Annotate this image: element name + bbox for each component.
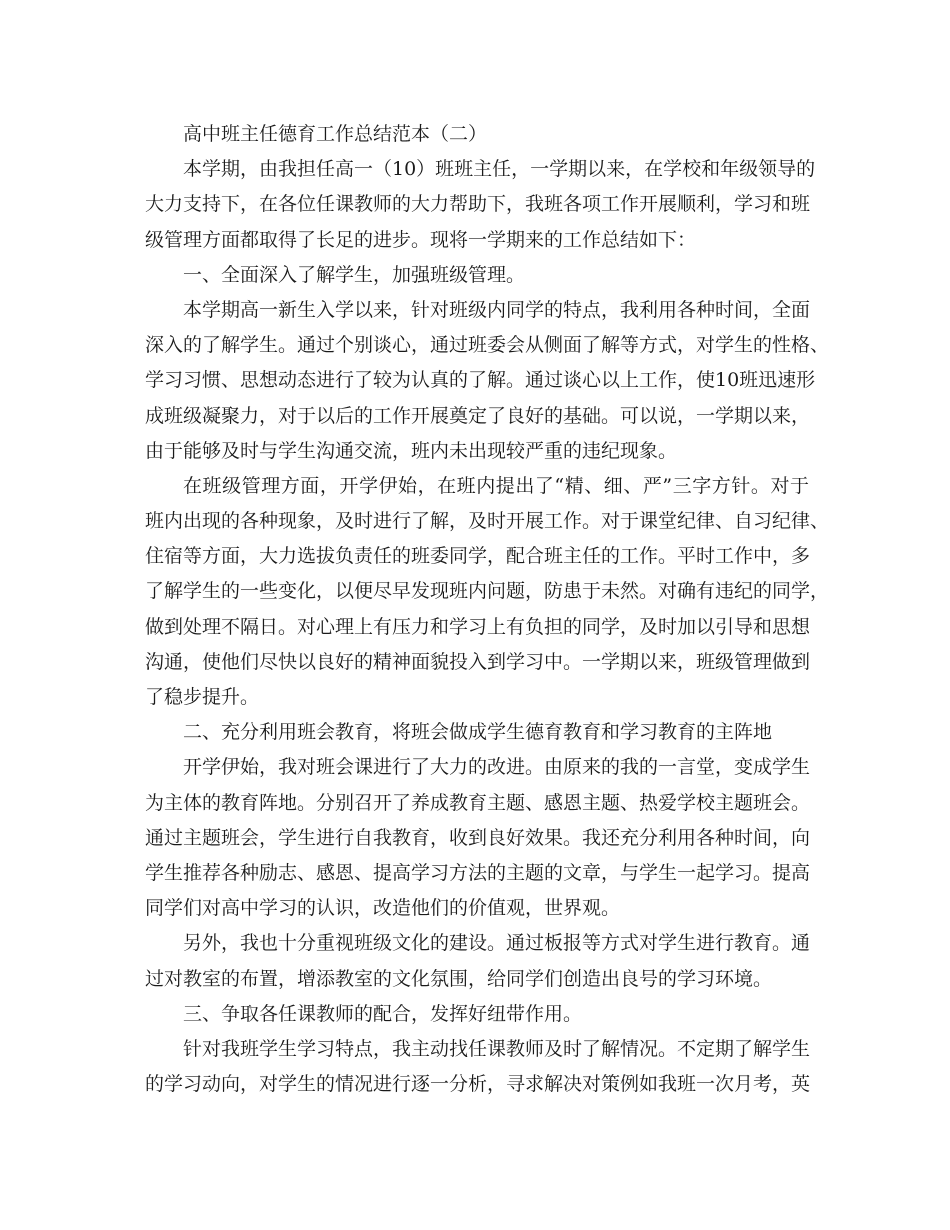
text-line: 为主体的教育阵地。分别召开了养成教育主题、感恩主题、热爱学校主题班会。 <box>145 791 811 814</box>
text-line: 一、全面深入了解学生，加强班级管理。 <box>183 263 526 286</box>
document-body <box>145 117 830 1102</box>
text-line: 学生推荐各种励志、感恩、提高学习方法的主题的文章，与学生一起学习。提高 <box>145 861 811 884</box>
text-line: 深入的了解学生。通过个别谈心，通过班委会从侧面了解等方式，对学生的性格、 <box>145 334 830 357</box>
text-line: 开学伊始，我对班会课进行了大力的改进。由原来的我的一言堂，变成学生 <box>183 756 811 779</box>
text-line: 通过主题班会，学生进行自我教育，收到良好效果。我还充分利用各种时间，向 <box>145 826 811 849</box>
text-line: 针对我班学生学习特点，我主动找任课教师及时了解情况。不定期了解学生 <box>183 1037 811 1060</box>
text-line: 本学期，由我担任高一（10）班班主任，一学期以来，在学校和年级领导的 <box>183 158 816 181</box>
text-line: 二、充分利用班会教育，将班会做成学生德育教育和学习教育的主阵地 <box>183 721 773 744</box>
text-line: 的学习动向，对学生的情况进行逐一分析，寻求解决对策例如我班一次月考，英 <box>145 1073 811 1096</box>
text-line: 级管理方面都取得了长足的进步。现将一学期来的工作总结如下： <box>145 228 697 251</box>
text-line: 成班级凝聚力，对于以后的工作开展奠定了良好的基础。可以说，一学期以来， <box>145 404 811 427</box>
text-line: 班内出现的各种现象，及时进行了解，及时开展工作。对于课堂纪律、自习纪律、 <box>145 510 830 533</box>
text-line: 大力支持下，在各位任课教师的大力帮助下，我班各项工作开展顺利，学习和班 <box>145 193 811 216</box>
text-line: 做到处理不隔日。对心理上有压力和学习上有负担的同学，及时加以引导和思想 <box>145 615 811 638</box>
text-line: 学习习惯、思想动态进行了较为认真的了解。通过谈心以上工作，使10班迅速形 <box>145 369 816 392</box>
text-line: 了稳步提升。 <box>145 686 260 708</box>
text-line: 了解学生的一些变化，以便尽早发现班内问题，防患于未然。对确有违纪的同学， <box>145 580 830 603</box>
text-line: 沟通，使他们尽快以良好的精神面貌投入到学习中。一学期以来，班级管理做到 <box>145 650 811 673</box>
text-line: 由于能够及时与学生沟通交流，班内未出现较严重的违纪现象。 <box>145 439 678 462</box>
text-line: 在班级管理方面，开学伊始，在班内提出了“精、细、严”三字方针。对于 <box>183 474 809 497</box>
text-line: 住宿等方面，大力选拔负责任的班委同学，配合班主任的工作。平时工作中，多 <box>145 545 811 568</box>
text-line: 另外，我也十分重视班级文化的建设。通过板报等方式对学生进行教育。通 <box>183 932 811 955</box>
text-line: 本学期高一新生入学以来，针对班级内同学的特点，我利用各种时间，全面 <box>183 298 811 321</box>
text-line: 同学们对高中学习的认识，改造他们的价值观，世界观。 <box>145 897 621 920</box>
document-title: 高中班主任德育工作总结范本（二） <box>183 123 488 145</box>
text-line: 过对教室的布置，增添教室的文化氛围，给同学们创造出良号的学习环境。 <box>145 967 773 990</box>
text-line: 三、争取各任课教师的配合，发挥好纽带作用。 <box>183 1002 583 1025</box>
